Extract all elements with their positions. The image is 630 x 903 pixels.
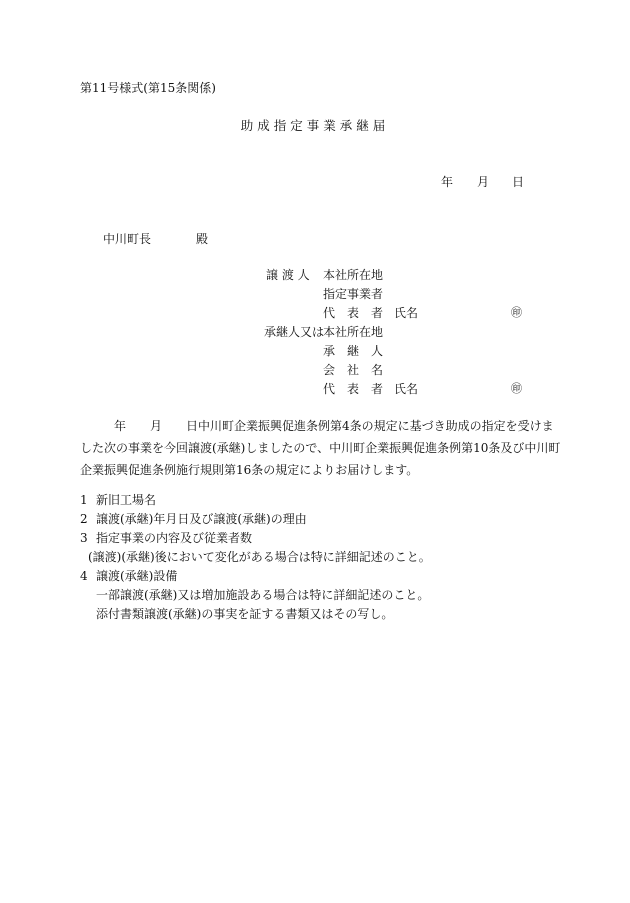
transferor-seal-mark: ㊞ — [511, 306, 522, 319]
list-item-text: 指定事業の内容及び従業者数 — [96, 531, 253, 545]
transferor-label: 譲 渡 人 — [266, 268, 310, 282]
transferor-name-label: 氏名 — [394, 306, 419, 320]
list-item-number: 3 — [80, 531, 88, 545]
list-item — [80, 530, 253, 546]
attachment-note: 添付書類譲渡(承継)の事実を証する書類又はその写し。 — [96, 607, 394, 621]
document-title: 助成指定事業承継届 — [240, 118, 390, 133]
list-item-number: 4 — [80, 569, 88, 583]
form-number: 第11号様式(第15条関係) — [80, 81, 216, 95]
list-item-number: 2 — [80, 512, 88, 526]
list-item-note: 一部譲渡(承継)又は増加施設ある場合は特に詳細記述のこと。 — [96, 588, 430, 602]
addressee-honorific: 殿 — [196, 232, 209, 246]
successor-seal-mark: ㊞ — [511, 382, 522, 395]
date-day-label: 日 — [512, 175, 525, 189]
body-line-2: した次の事業を今回譲渡(承継)しましたので、中川町企業振興促進条例第10条及び中川町 — [80, 441, 561, 455]
successor-representative-label: 代 表 者 — [323, 382, 384, 396]
successor-label: 承 継 人 — [323, 344, 384, 358]
list-item — [80, 511, 307, 527]
body-line-1: 年 月 日中川町企業振興促進条例第4条の規定に基づき助成の指定を受けま — [114, 419, 554, 433]
company-name-label: 会 社 名 — [323, 363, 384, 377]
list-item — [80, 568, 178, 584]
successor-or-label: 承継人又は — [264, 325, 325, 339]
transferor-representative-label: 代 表 者 — [323, 306, 384, 320]
addressee-name: 中川町長 — [103, 232, 152, 246]
list-item-number: 1 — [80, 493, 88, 507]
body-line-3: 企業振興促進条例施行規則第16条の規定によりお届けします。 — [80, 463, 419, 477]
successor-head-office-label: 本社所在地 — [323, 325, 384, 339]
list-item-text: 譲渡(承継)設備 — [96, 569, 178, 583]
list-item-text: 譲渡(承継)年月日及び譲渡(承継)の理由 — [96, 512, 307, 526]
transferor-head-office-label: 本社所在地 — [323, 268, 384, 282]
body-paragraph — [80, 415, 561, 481]
successor-name-label: 氏名 — [394, 382, 419, 396]
list-item-note: (譲渡)(承継)後において変化がある場合は特に詳細記述のこと。 — [88, 550, 431, 564]
designated-business-label: 指定事業者 — [323, 287, 384, 301]
date-year-label: 年 — [441, 175, 454, 189]
list-item-text: 新旧工場名 — [96, 493, 157, 507]
list-item — [80, 492, 157, 508]
date-month-label: 月 — [477, 175, 490, 189]
